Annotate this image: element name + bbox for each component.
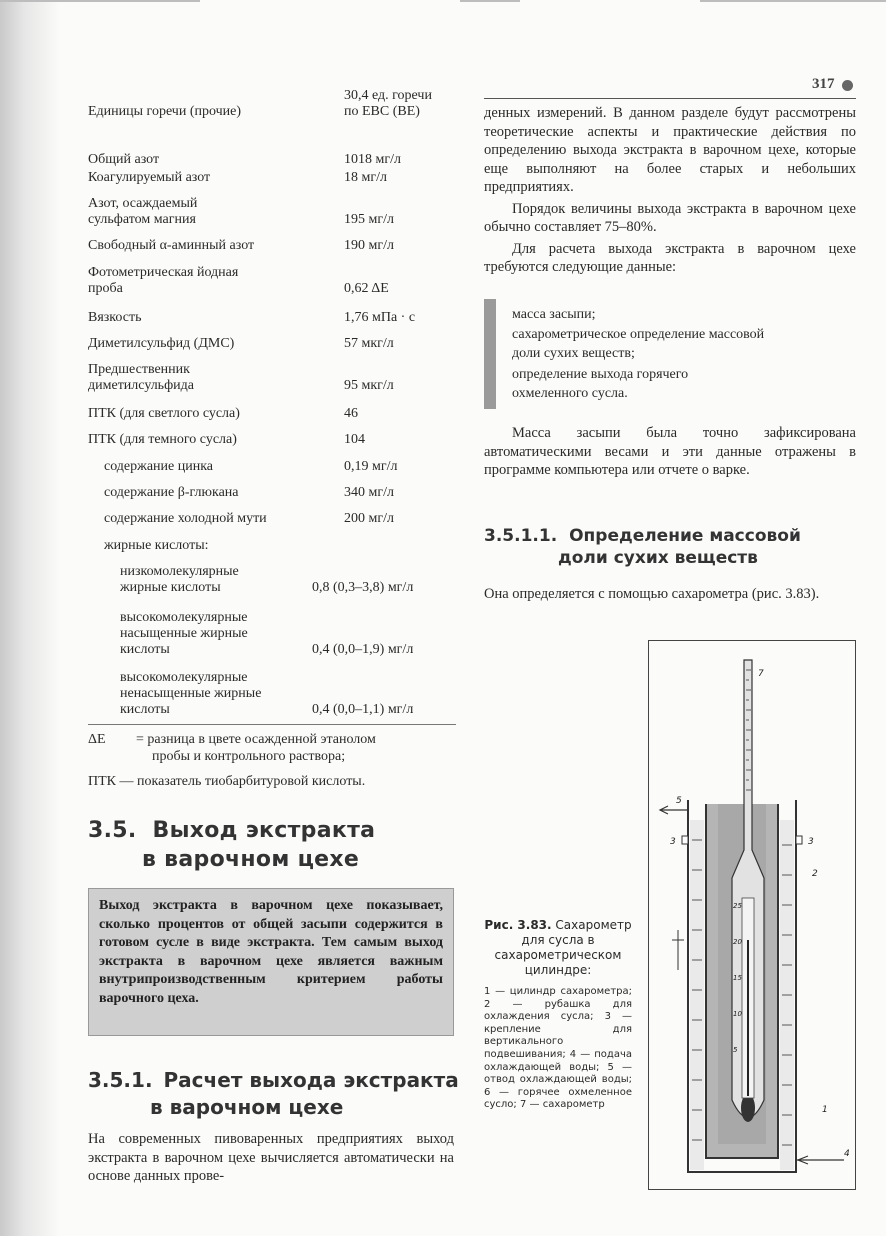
parameter-label xyxy=(88,432,237,448)
label-line: высокомолекулярные xyxy=(120,610,248,625)
value-line: 190 мг/л xyxy=(344,238,394,253)
label-line: низкомолекулярные xyxy=(120,564,239,579)
value-line: 95 мкг/л xyxy=(344,378,394,393)
label-line: Общий азот xyxy=(88,152,160,167)
section-3-5-1-heading-cont: в варочном цехе xyxy=(150,1095,344,1119)
parameter-value xyxy=(312,702,413,718)
parameter-value xyxy=(312,580,413,596)
required-data-list xyxy=(484,299,856,409)
legend-de-definition-cont: пробы и контрольного раствора; xyxy=(152,749,346,764)
parameter-value xyxy=(344,238,394,254)
section-number: 3.5.1. xyxy=(88,1068,153,1092)
parameter-label xyxy=(120,564,239,596)
right-column-text xyxy=(484,104,856,277)
parameter-label xyxy=(104,459,213,475)
label-line: содержание холодной мути xyxy=(104,511,267,526)
jacket-water-left xyxy=(690,820,704,1170)
list-item-line: определение выхода горячего xyxy=(512,367,689,382)
label-7: 7 xyxy=(758,669,764,679)
label-3-right: 3 xyxy=(808,837,814,847)
header-rule xyxy=(484,98,856,99)
label-2: 2 xyxy=(812,869,818,879)
section-title: Выход экстракта xyxy=(152,818,376,843)
section-3-5-1-body: На современных пивоваренных предприятиях выход экстракта в варочном цехе вычисляется автоматически на основе данных прове- xyxy=(88,1131,454,1184)
parameter-label xyxy=(88,406,240,422)
section-number: 3.5.1.1. xyxy=(484,526,558,546)
label-4: 4 xyxy=(844,1149,850,1159)
parameter-label xyxy=(120,670,261,718)
parameter-value xyxy=(344,281,389,297)
parameter-label xyxy=(88,170,210,186)
value-line: 1,76 мПа · с xyxy=(344,310,416,325)
list-item-line: охмеленного сусла. xyxy=(512,386,628,401)
value-line: 0,4 (0,0–1,1) мг/л xyxy=(312,702,414,717)
value-line: 0,8 (0,3–3,8) мг/л xyxy=(312,580,414,595)
value-line: 340 мг/л xyxy=(344,485,394,500)
parameter-value xyxy=(344,88,432,120)
scan-edge-line xyxy=(0,0,200,2)
label-line: Единицы горечи (прочие) xyxy=(88,104,242,119)
page-number: 317 xyxy=(812,76,835,92)
label-line: Фотометрическая йодная xyxy=(88,265,239,280)
parameter-label xyxy=(88,152,159,168)
label-line: жирные кислоты xyxy=(120,580,221,595)
saccharometer-figure xyxy=(648,640,856,1190)
value-line: 30,4 ед. горечи xyxy=(344,88,432,103)
label-line: Свободный α-аминный азот xyxy=(88,238,255,253)
paragraph: Порядок величины выхода экстракта в варочном цехе обычно составляет 75–80%. xyxy=(484,200,856,235)
label-line: сульфатом магния xyxy=(88,212,196,227)
label-5: 5 xyxy=(676,796,682,806)
scan-edge-line xyxy=(700,0,886,2)
parameter-label xyxy=(104,511,267,527)
key-definition-box: Выход экстракта в варочном цехе показывает, сколько процентов от общей засыпи содержится в готовом сусле в виде экстракта. Тем самым выход экстракта в варочном цехе является важным внутрипроизводственным критерием работы варочного цеха. xyxy=(88,888,454,1036)
scale-25: 25 xyxy=(733,902,742,910)
parameter-value xyxy=(344,432,365,448)
caption-title xyxy=(484,918,632,978)
parameter-value xyxy=(344,212,394,228)
label-1: 1 xyxy=(822,1105,828,1115)
scale-15: 15 xyxy=(733,974,742,982)
label-line: кислоты xyxy=(120,642,170,657)
parameter-value xyxy=(344,378,394,394)
legend-ptk: ПТК — показатель тиобарбитуровой кислоты. xyxy=(88,774,366,789)
scale-5: 5 xyxy=(733,1046,738,1054)
parameter-label xyxy=(88,104,241,120)
table-bottom-rule xyxy=(88,724,456,725)
parameter-value xyxy=(344,310,415,326)
page-gutter-shadow xyxy=(0,0,60,1236)
value-line: 104 xyxy=(344,432,365,447)
paragraph: денных измерений. В данном разделе будут рассмотрены теоретические аспекты и практические действия по определению выхода экстракта в варочном цехе, которые еще выполняют на более старых и небольших предприятиях. xyxy=(484,105,856,195)
parameter-value xyxy=(344,459,397,475)
scale-20: 20 xyxy=(733,938,742,946)
value-line: 46 xyxy=(344,406,358,421)
parameter-value xyxy=(344,152,401,168)
parameter-label xyxy=(104,538,209,554)
label-line: Коагулируемый азот xyxy=(88,170,211,185)
section-number: 3.5. xyxy=(88,818,137,843)
section-3-5-heading-cont: в варочном цехе xyxy=(142,847,360,872)
parameter-value xyxy=(344,406,358,422)
label-line: Предшественник xyxy=(88,362,190,377)
list-item-line: доли сухих веществ; xyxy=(512,346,635,361)
parameter-label xyxy=(120,610,248,658)
list-item xyxy=(512,325,764,363)
paragraph: Масса засыпи была точно зафиксирована автоматическими весами и эти данные отражены в программе компьютера или отчете о варке. xyxy=(484,425,856,478)
section-3-5-1-1-heading-cont: доли сухих веществ xyxy=(558,548,758,568)
parameter-label xyxy=(88,196,197,228)
parameter-value xyxy=(344,170,387,186)
value-line: 57 мкг/л xyxy=(344,336,394,351)
figure-caption xyxy=(484,918,632,1112)
scale-10: 10 xyxy=(733,1010,742,1018)
value-line: 195 мг/л xyxy=(344,212,394,227)
page-marker-icon xyxy=(842,80,853,91)
list-item-line: масса засыпи; xyxy=(512,307,596,322)
caption-text: Сахарометр для сусла в сахарометрическом цилиндре: xyxy=(494,918,632,977)
value-line: 18 мг/л xyxy=(344,170,387,185)
label-line: диметилсульфида xyxy=(88,378,194,393)
section-3-5-1-1-heading xyxy=(484,526,801,547)
section-title: Расчет выхода экстракта xyxy=(163,1068,459,1092)
mount-right xyxy=(796,836,802,844)
parameter-value xyxy=(344,511,394,527)
parameter-label xyxy=(88,362,194,394)
label-line: жирные кислоты: xyxy=(104,538,209,553)
label-line: Диметилсульфид (ДМС) xyxy=(88,336,235,351)
value-line: 0,4 (0,0–1,9) мг/л xyxy=(312,642,414,657)
parameter-value xyxy=(344,485,394,501)
parameter-label xyxy=(88,336,234,352)
value-line: по EBC (BE) xyxy=(344,104,420,119)
label-line: проба xyxy=(88,281,123,296)
section-title: Определение массовой xyxy=(569,526,801,546)
section-3-5-heading xyxy=(88,818,375,844)
label-line: содержание цинка xyxy=(104,459,214,474)
parameter-label xyxy=(88,238,254,254)
label-line: высокомолекулярные xyxy=(120,670,248,685)
scan-edge-line xyxy=(460,0,520,2)
caption-label: Рис. 3.83. xyxy=(484,918,552,932)
parameter-value xyxy=(344,336,394,352)
paragraph: Для расчета выхода экстракта в варочном цехе требуются следующие данные: xyxy=(484,240,856,275)
label-line: ПТК (для светлого сусла) xyxy=(88,406,240,421)
parameter-label xyxy=(88,265,238,297)
parameter-value xyxy=(312,642,413,658)
saccharometer-diagram xyxy=(648,640,856,1190)
value-line: 1018 мг/л xyxy=(344,152,401,167)
parameter-label xyxy=(88,310,141,326)
label-line: ПТК (для темного сусла) xyxy=(88,432,237,447)
list-item xyxy=(512,305,596,324)
list-item-line: сахарометрическое определение массовой xyxy=(512,327,765,342)
label-line: ненасыщенные жирные xyxy=(120,686,262,701)
value-line: 0,19 мг/л xyxy=(344,459,398,474)
label-line: насыщенные жирные xyxy=(120,626,248,641)
section-3-5-1-1-body: Она определяется с помощью сахарометра (рис. 3.83). xyxy=(484,586,820,602)
label-line: содержание β-глюкана xyxy=(104,485,239,500)
label-line: Вязкость xyxy=(88,310,142,325)
list-item xyxy=(512,365,688,403)
legend-de-term: ΔE xyxy=(88,732,106,747)
label-line: Азот, осаждаемый xyxy=(88,196,198,211)
label-line: кислоты xyxy=(120,702,170,717)
value-line: 0,62 ΔE xyxy=(344,281,389,296)
value-line: 200 мг/л xyxy=(344,511,394,526)
mount-left xyxy=(682,836,688,844)
legend-de-definition: = разница в цвете осажденной этанолом xyxy=(136,732,376,747)
caption-legend: 1 — цилиндр сахарометра; 2 — рубашка для охлаждения сусла; 3 — крепление для вертикального подвешивания; 4 — подача охлаждающей воды; 5 — отвод охлаждающей воды; 6 — горячее охмеленное сусло; 7 — сахарометр xyxy=(484,986,632,1111)
parameter-label xyxy=(104,485,239,501)
section-3-5-1-heading xyxy=(88,1068,459,1092)
list-marker-bar xyxy=(484,299,496,409)
label-3-left: 3 xyxy=(670,837,676,847)
